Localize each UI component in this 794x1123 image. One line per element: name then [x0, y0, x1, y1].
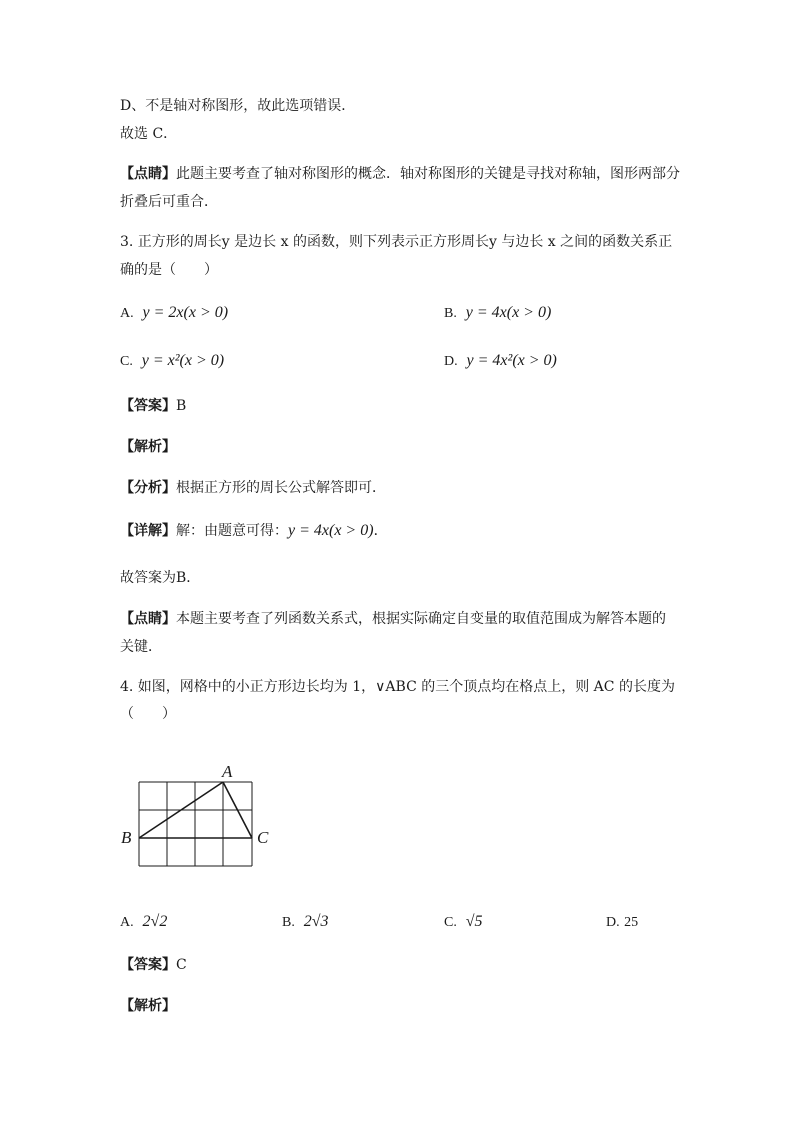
grid-lines: [139, 782, 252, 866]
option-label: D.: [444, 354, 458, 369]
option-expr: 2√3: [303, 913, 329, 930]
option-label: A.: [120, 915, 134, 930]
q3-option-c[interactable]: [120, 351, 224, 372]
comment-text: 此题主要考查了轴对称图形的概念．轴对称图形的关键是寻找对称轴，图形两部分: [176, 166, 680, 182]
option-expr: √5: [465, 913, 483, 930]
answer-value: C: [176, 957, 187, 973]
comment-tag: 【点睛】: [120, 166, 176, 182]
detail-tag: 【详解】: [120, 523, 176, 539]
q3-stem-line2: 确的是（ ）: [120, 262, 218, 278]
option-label: A.: [120, 306, 134, 321]
grid-figure: [115, 758, 285, 873]
option-expr: y = 4x(x > 0): [465, 304, 552, 321]
q3-option-d[interactable]: [444, 351, 557, 372]
detail-end: ．: [373, 523, 388, 539]
option-label: C.: [120, 354, 133, 369]
option-label: B.: [282, 915, 295, 930]
q3-option-a[interactable]: [120, 303, 228, 324]
q4-answer: [120, 955, 187, 975]
vertex-label-b: B: [121, 828, 132, 847]
q3-option-b[interactable]: [444, 303, 551, 324]
q4-stem-line1: 4. 如图，网格中的小正方形边长均为 1，∨ABC 的三个顶点均在格点上，则 AC 的长度为: [120, 679, 675, 695]
choice-statement: 故选 C．: [120, 126, 178, 142]
comment-block: [120, 164, 680, 184]
q3-stem-line1: 3. 正方形的周长y 是边长 x 的函数，则下列表示正方形周长y 与边长 x 之间的函数关系正: [120, 234, 673, 250]
detail-text: 解：由题意可得：: [176, 523, 288, 539]
q3-detail: [120, 521, 388, 541]
q4-option-b[interactable]: [282, 912, 329, 933]
option-expr: y = 2x(x > 0): [142, 304, 229, 321]
comment-tag: 【点睛】: [120, 611, 176, 627]
comment-text: 本题主要考查了列函数关系式，根据实际确定自变量的取值范围成为解答本题的: [176, 611, 666, 627]
q4-option-d[interactable]: [606, 912, 638, 933]
option-expr: 25: [624, 915, 639, 930]
q3-fenxi: [120, 478, 386, 498]
q4-stem-line2: （ ）: [120, 706, 176, 722]
fenxi-tag: 【分析】: [120, 480, 176, 496]
answer-tag: 【答案】: [120, 398, 176, 414]
answer-value: B: [176, 398, 187, 414]
q4-analysis-tag: 【解析】: [120, 998, 176, 1014]
q4-option-c[interactable]: [444, 912, 483, 933]
option-label: C.: [444, 915, 457, 930]
answer-tag: 【答案】: [120, 957, 176, 973]
detail-expr: y = 4x(x > 0): [288, 522, 374, 539]
q3-answer: [120, 396, 186, 416]
vertex-label-c: C: [257, 828, 269, 847]
q4-option-a[interactable]: [120, 912, 167, 933]
option-d-explanation: D、不是轴对称图形，故此选项错误．: [120, 98, 356, 114]
vertex-label-a: A: [222, 762, 233, 781]
q3-conclusion: 故答案为B．: [120, 570, 201, 586]
q3-analysis-tag: 【解析】: [120, 439, 176, 455]
fenxi-text: 根据正方形的周长公式解答即可．: [176, 480, 386, 496]
q3-comment-line2: 关键．: [120, 639, 162, 655]
option-label: D.: [606, 915, 620, 930]
comment-line-2: 折叠后可重合．: [120, 194, 218, 210]
option-label: B.: [444, 306, 457, 321]
option-expr: y = 4x²(x > 0): [466, 352, 557, 369]
q3-comment: [120, 609, 666, 629]
option-expr: y = x²(x > 0): [141, 352, 225, 369]
option-expr: 2√2: [142, 913, 168, 930]
